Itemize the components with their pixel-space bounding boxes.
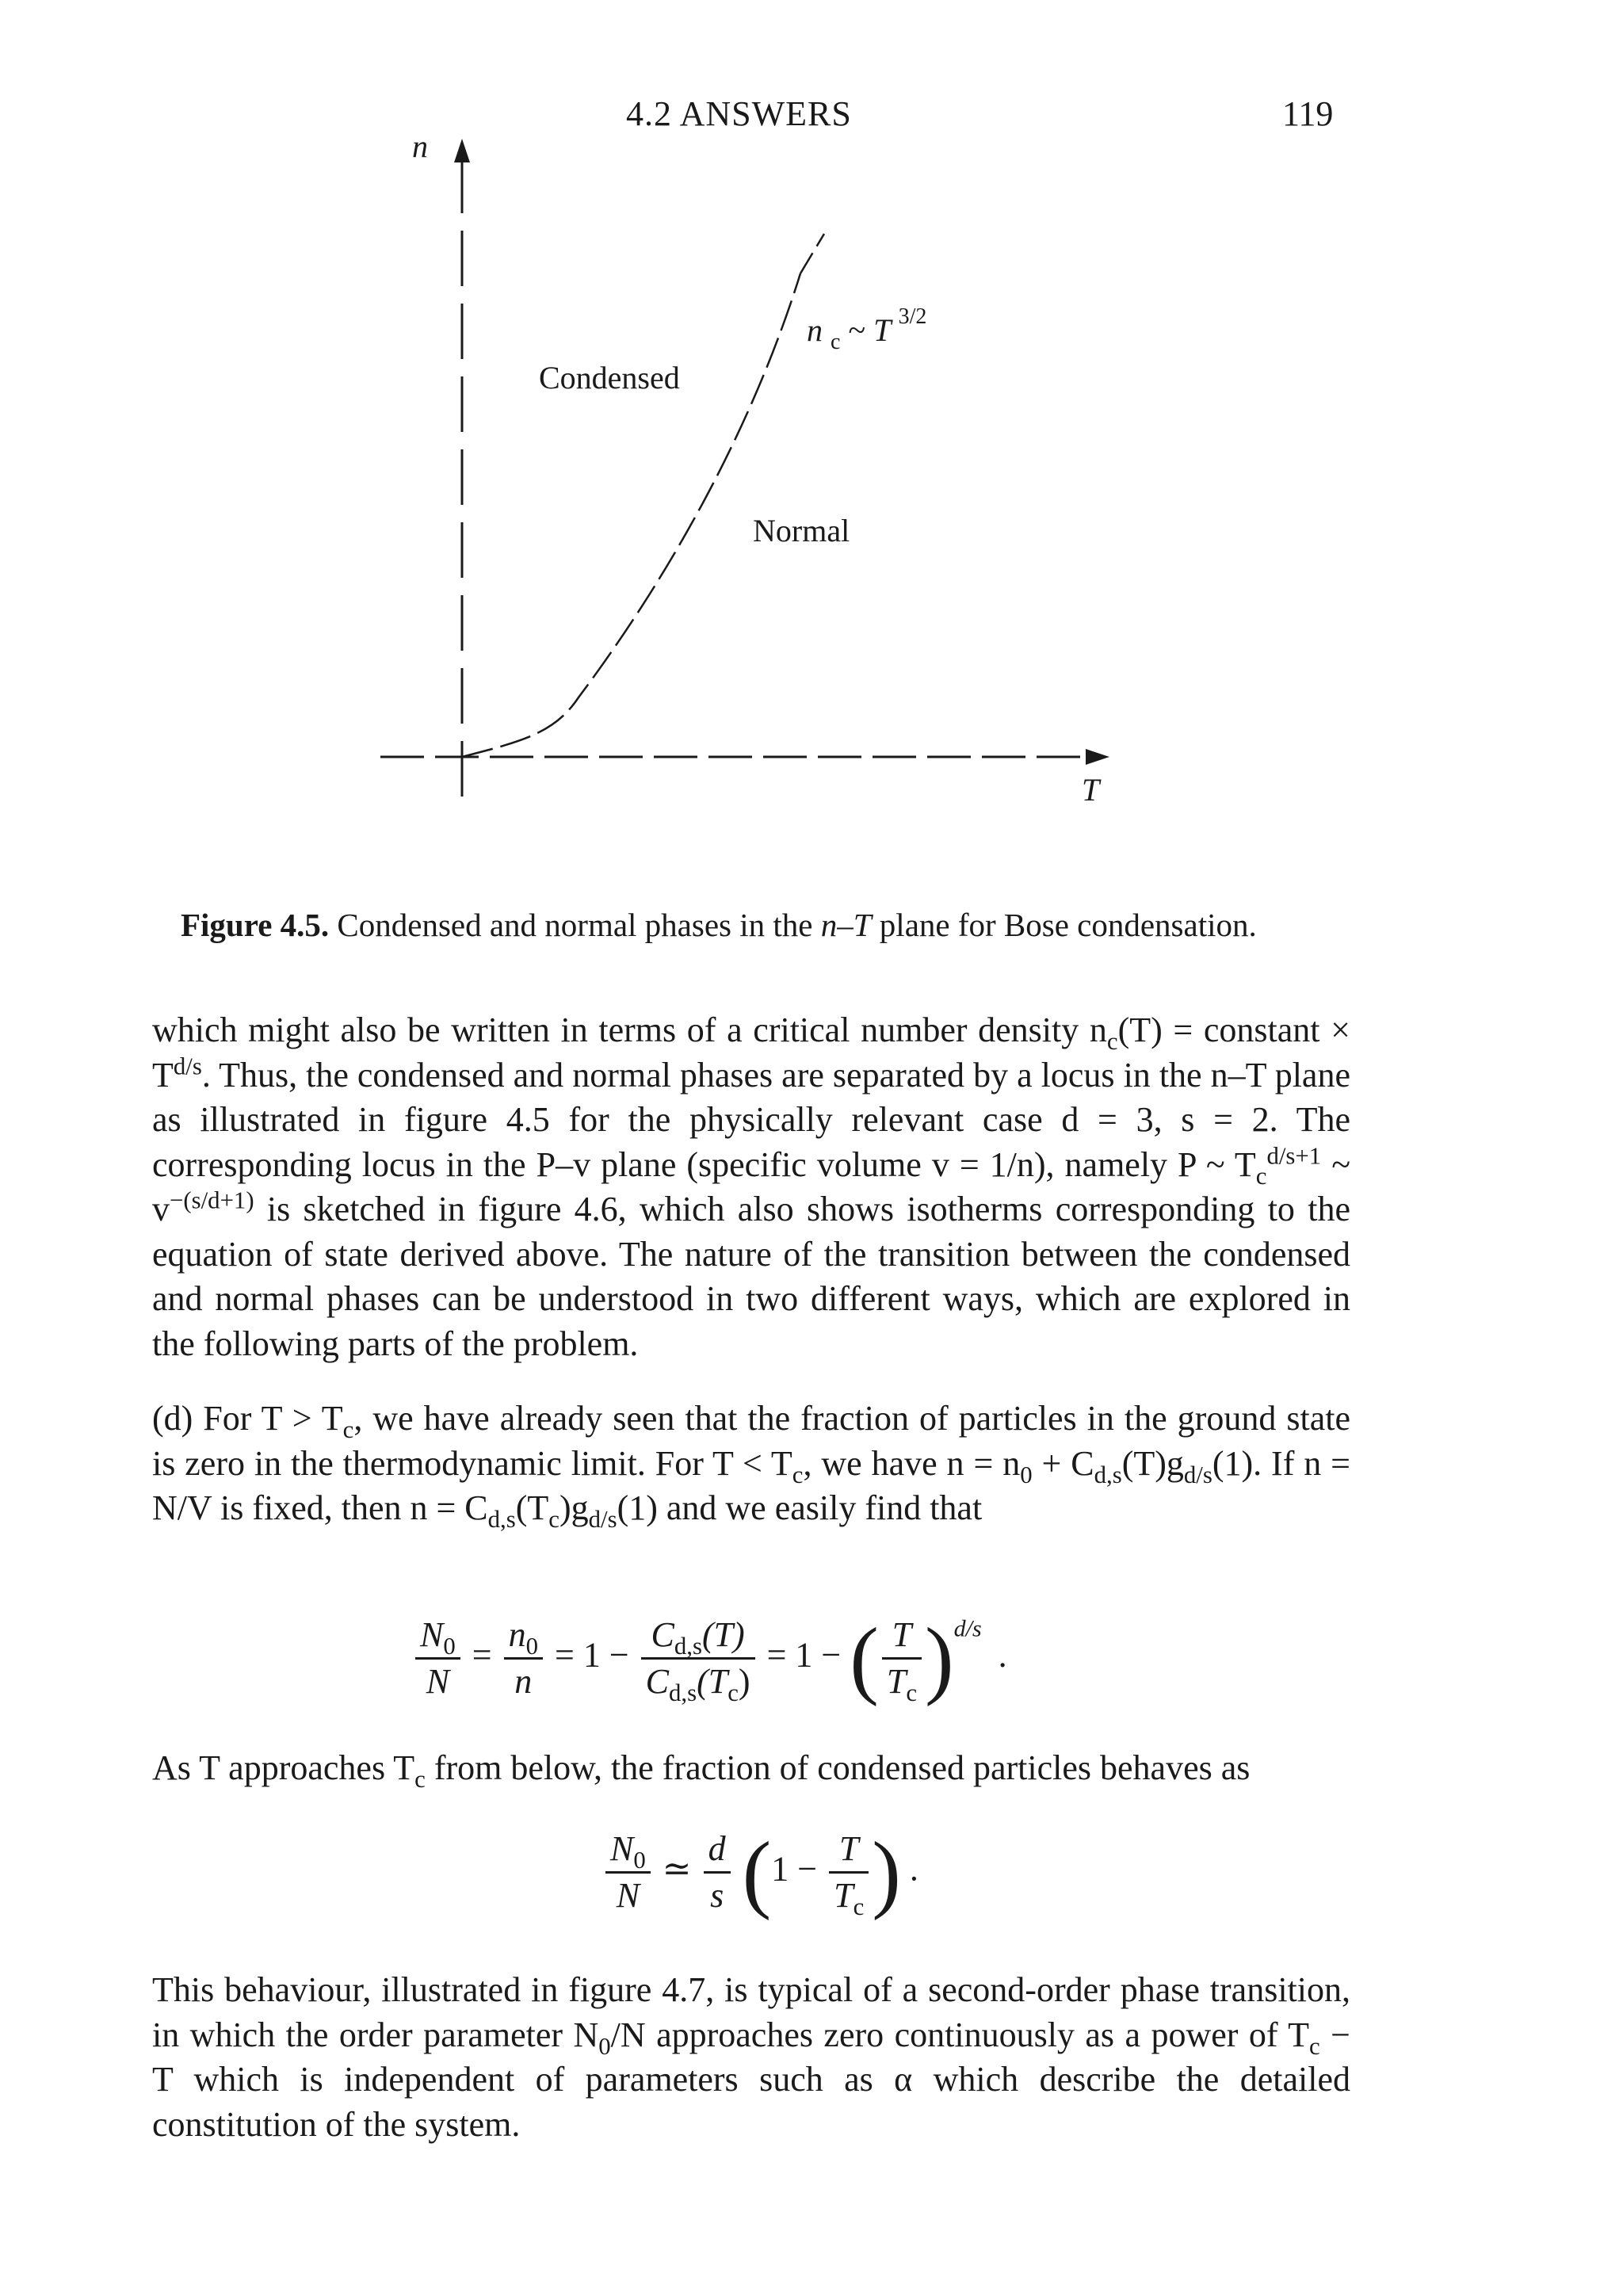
frac-n0-over-n: $\frac{n_0}{n}$ [504,1613,543,1704]
phase-boundary-curve [462,273,800,757]
paragraph-3: As T approaches $T_c$ from below, the fraction of condensed particles behaves as [152,1748,1251,1793]
equation-near-critical: $\frac{N_0}{N}$ ≃ $\frac{d}{s}$ (1 − $\frac{T}{T_c}$ ) . [602,1827,918,1918]
equation-condensed-fraction: $\frac{N_0}{N}$ = $\frac{n_0}{n}$ = 1 − $\frac{C_{d,s}(T)}{C_{d,s}(T_c)}$ = 1 − ( $\frac{T}{T_c}$ )$^{d/s}$ . [412,1613,1007,1704]
condensed-region-label: Condensed [539,360,680,395]
y-axis-label: n [412,128,428,164]
normal-region-label: Normal [753,513,850,548]
y-axis-arrowhead [454,139,470,162]
running-header: 4.2 ANSWERS [626,94,852,133]
phase-boundary-upper [800,234,824,273]
frac-C-ratio: $\frac{C_{d,s}(T)}{C_{d,s}(T_c)}$ [641,1613,755,1704]
caption-text-end: plane for Bose condensation. [871,907,1257,943]
phase-boundary-extension [800,273,840,281]
frac-N0-over-N-2: $\frac{N_0}{N}$ [605,1827,651,1918]
caption-text: Condensed and normal phases in the [337,907,821,943]
paragraph-1: which might also be written in terms of a critical number density $n_c(T)$ = constant × $T^{d/s}$. Thus, the condensed and normal phases are separated by a locus in the n–T plane as illustrated in figure 4.5 for the physically relevant case d = 3, s = 2. The corresponding locus in the P–v plane (specific volume v = 1/n), namely P ~ $T_c^{d/s+1}$ ~ $v^{-(s/d+1)}$ is sketched in figure 4.6, which also shows isotherms corresponding to the equation of state derived above. The nature of the transition between the condensed and normal phases can be understood in two different ways, which are explored in the following parts of the problem. [152,1010,1351,1363]
curve-label: n $_c$ ~ T $^{3/2}$ [807,304,927,354]
paragraph-2: (d) For $T > T_c$, we have already seen that the fraction of particles in the ground state is zero in the thermodynamic limit. For $T < T_c$, we have $n = n_0 + C_{d,s}(T)g_{d/s}(1)$. If n = N/V is fixed, then $n = C_{d,s}(T_c)g_{d/s}(1)$ and we easily find that [152,1399,1350,1533]
x-axis-label: T [1082,772,1100,808]
frac-N0-over-N: $\frac{N_0}{N}$ [415,1613,460,1704]
caption-label: Figure 4.5. [181,907,330,943]
figure-caption [181,906,1354,944]
frac-T-over-Tc: $\frac{T}{T_c}$ [882,1613,922,1704]
frac-T-over-Tc-2: $\frac{T}{T_c}$ [829,1827,869,1918]
page-number: 119 [1282,94,1334,133]
phase-boundary-top [808,155,824,234]
paragraph-4: This behaviour, illustrated in figure 4.7, is typical of a second-order phase transition, in which the order parameter $N_0/N$ approaches zero continuously as a power of $T_c - T$ which is independent of parameters such as α which describe the detailed constitution of the system. [152,1970,1350,2144]
phase-diagram-figure [0,0,1623,904]
x-axis-arrowhead [1086,749,1109,765]
frac-d-over-s: $\frac{d}{s}$ [704,1827,731,1918]
caption-italic: n–T [820,907,872,943]
